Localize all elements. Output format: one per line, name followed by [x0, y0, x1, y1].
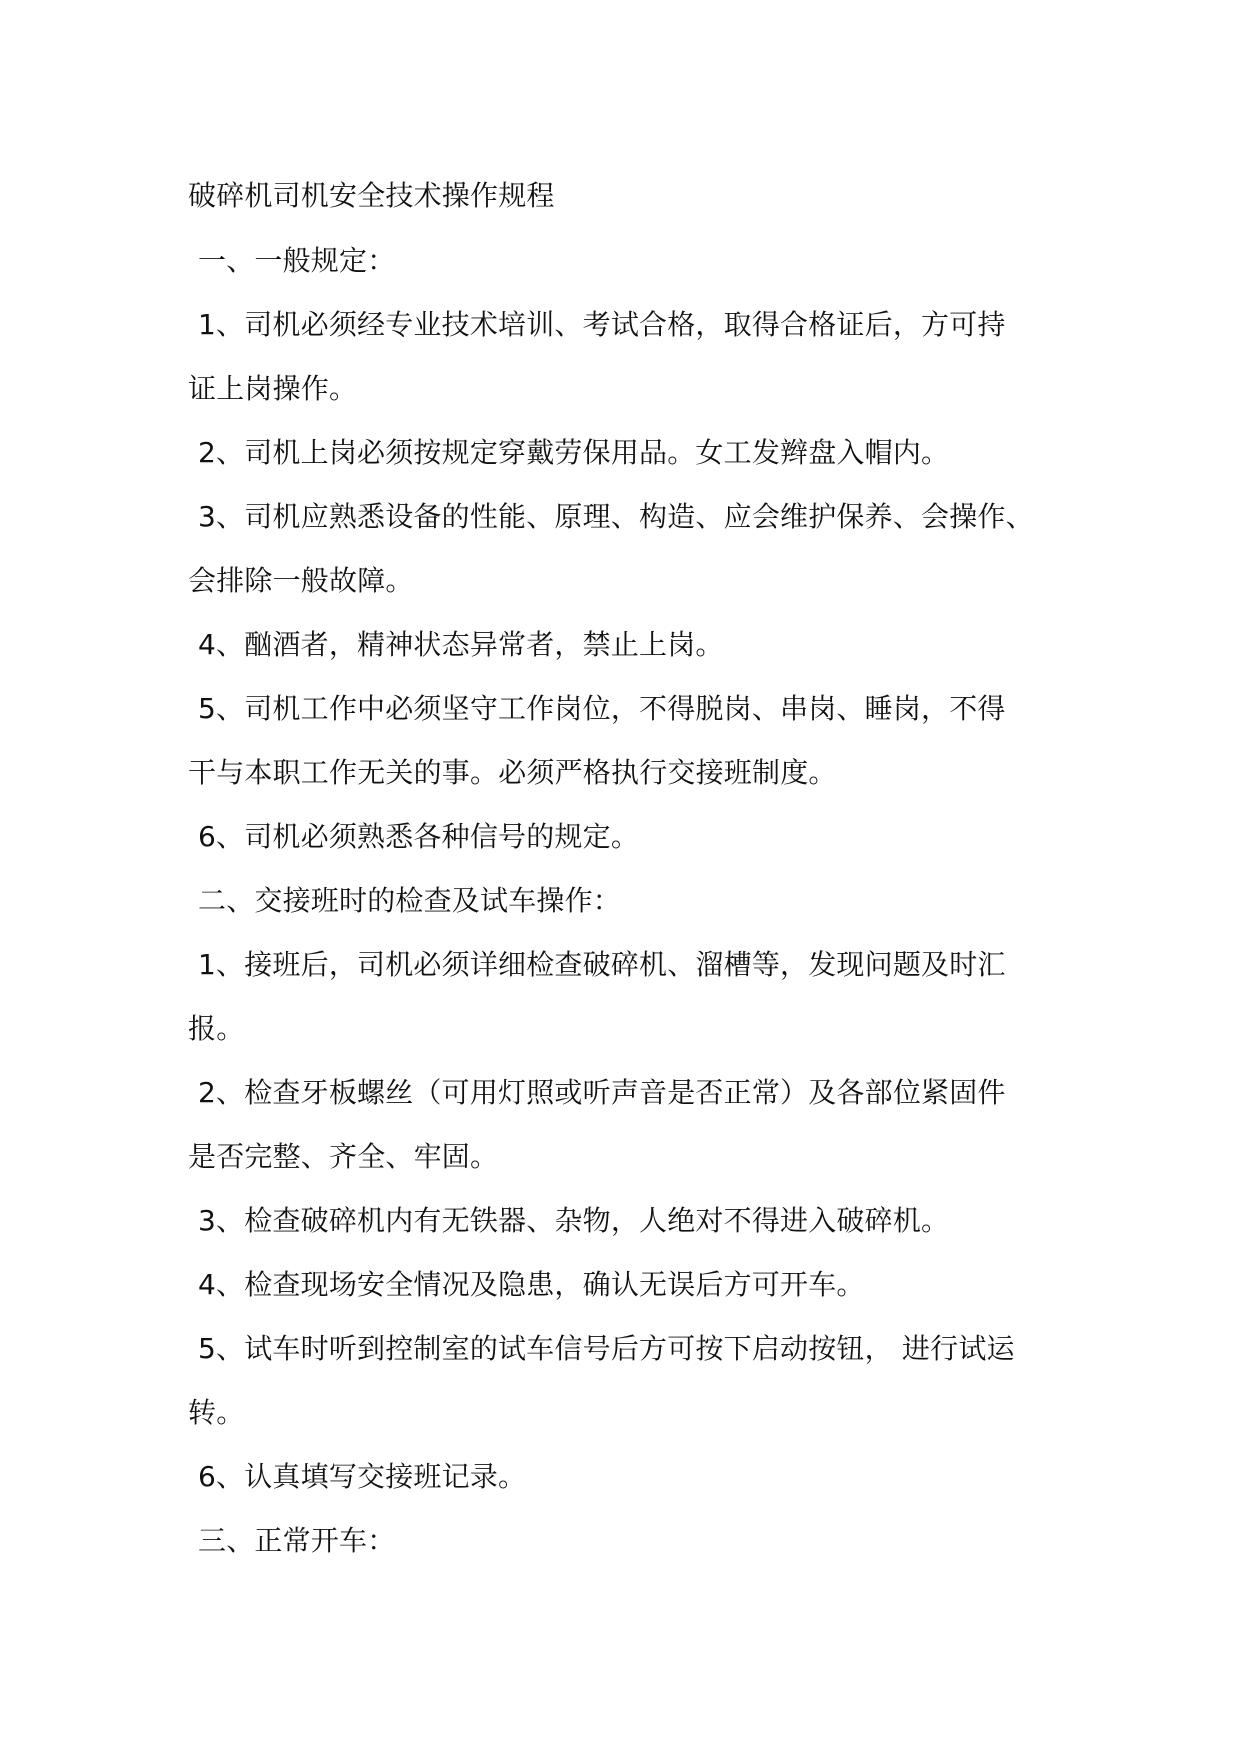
paragraph-line: 4、酗酒者，精神状态异常者，禁止上岗。 — [198, 628, 724, 661]
paragraph-line: 3、检查破碎机内有无铁器、杂物，人绝对不得进入破碎机。 — [198, 1204, 950, 1237]
paragraph-line: 5、司机工作中必须坚守工作岗位，不得脱岗、串岗、睡岗，不得 — [198, 692, 1006, 725]
document-title: 破碎机司机安全技术操作规程 — [188, 179, 555, 212]
paragraph-line: 6、司机必须熟悉各种信号的规定。 — [198, 820, 640, 853]
paragraph-line: 2、司机上岗必须按规定穿戴劳保用品。女工发辫盘入帽内。 — [198, 436, 950, 469]
paragraph-line: 1、司机必须经专业技术培训、考试合格，取得合格证后，方可持 — [198, 308, 1006, 341]
paragraph-line: 6、认真填写交接班记录。 — [198, 1460, 527, 1493]
paragraph-line: 转。 — [188, 1396, 245, 1429]
paragraph-line: 报。 — [188, 1012, 245, 1045]
paragraph-line: 2、检查牙板螺丝（可用灯照或听声音是否正常）及各部位紧固件 — [198, 1076, 1006, 1109]
paragraph-line: 1、接班后，司机必须详细检查破碎机、溜槽等，发现问题及时汇 — [198, 948, 1006, 981]
paragraph-line: 干与本职工作无关的事。必须严格执行交接班制度。 — [188, 756, 837, 789]
paragraph-line: 会排除一般故障。 — [188, 564, 414, 597]
section-heading: 三、正常开车： — [198, 1524, 396, 1557]
paragraph-line: 是否完整、齐全、牢固。 — [188, 1140, 499, 1173]
section-heading: 一、一般规定： — [198, 244, 396, 277]
paragraph-line: 5、试车时听到控制室的试车信号后方可按下启动按钮， 进行试运 — [198, 1332, 1015, 1365]
section-heading: 二、交接班时的检查及试车操作： — [198, 884, 622, 917]
paragraph-line: 4、检查现场安全情况及隐患，确认无误后方可开车。 — [198, 1268, 865, 1301]
paragraph-line: 3、司机应熟悉设备的性能、原理、构造、应会维护保养、会操作、 — [198, 500, 1034, 533]
paragraph-line: 证上岗操作。 — [188, 372, 358, 405]
